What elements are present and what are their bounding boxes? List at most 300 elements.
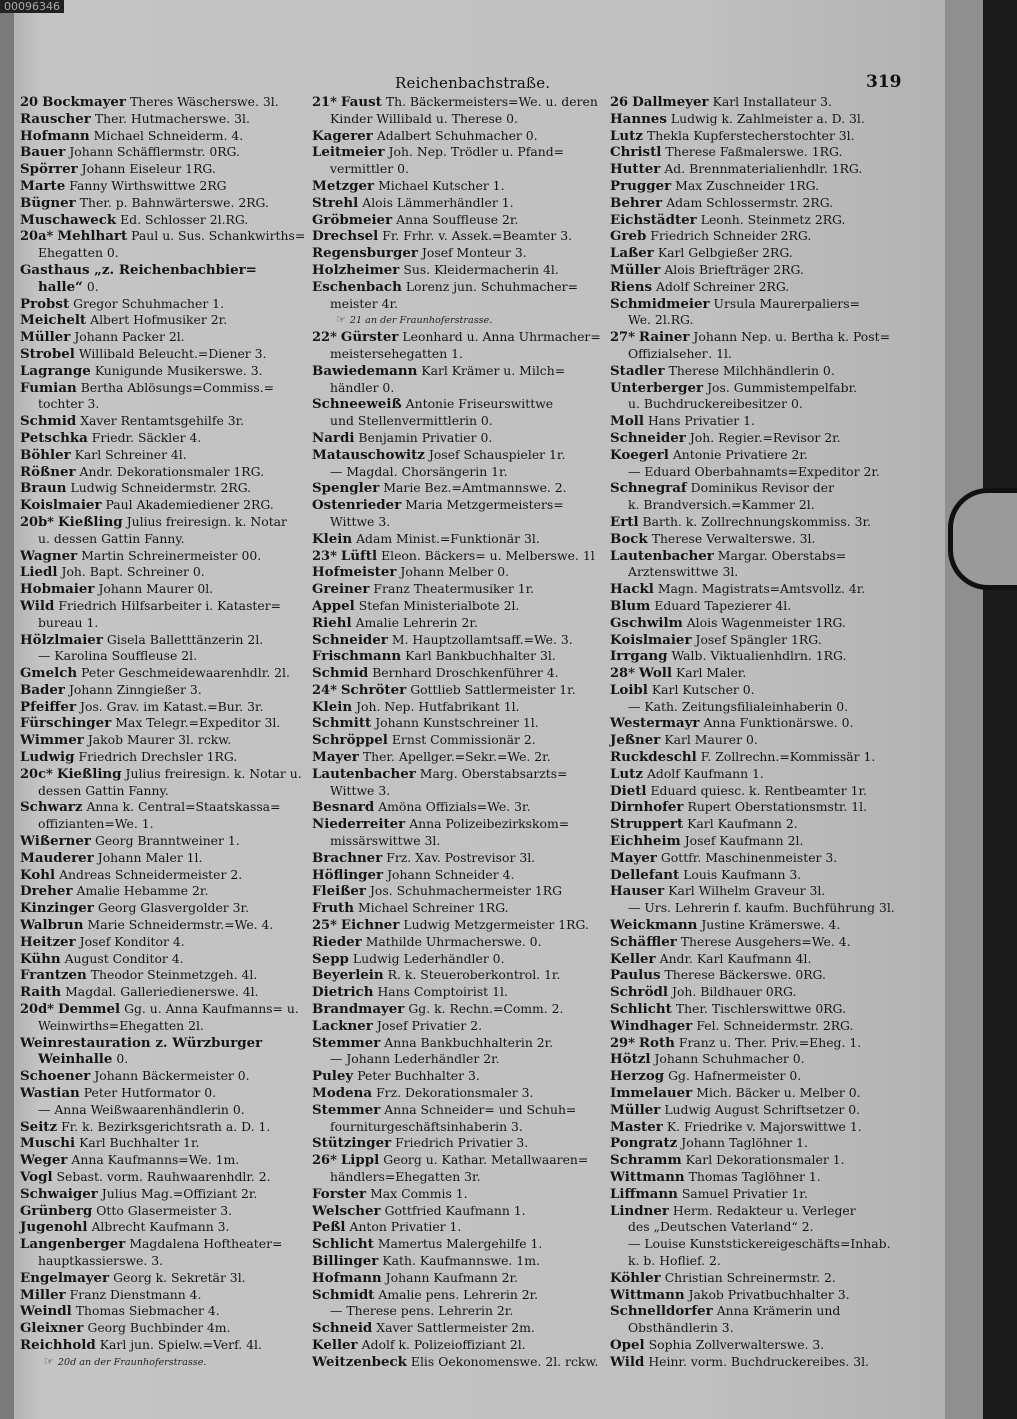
- resident-details: Therese Milchhändlerin 0.: [668, 362, 835, 378]
- resident-name: Weinrestauration z. Würzburger: [20, 1034, 263, 1051]
- resident-name: Köhler: [610, 1269, 661, 1286]
- directory-entry: [20, 1270, 312, 1287]
- resident-details: Max Telegr.=Expeditor 3l.: [115, 715, 281, 731]
- resident-name: Behrer: [610, 194, 663, 211]
- directory-entry: [610, 598, 902, 615]
- resident-name: Stemmer: [312, 1034, 381, 1051]
- resident-details: Karl Wilhelm Graveur 3l.: [668, 883, 826, 899]
- resident-name: Reichhold: [20, 1336, 96, 1353]
- resident-details: Karl Kaufmann 2.: [687, 816, 798, 832]
- directory-entry: [610, 883, 902, 900]
- directory-entry: [20, 497, 312, 514]
- directory-entry: [312, 867, 604, 884]
- directory-entry: [20, 833, 312, 850]
- resident-details: Michael Schreiner 1RG.: [357, 900, 509, 916]
- resident-details: k. b. Hoflief. 2.: [628, 1252, 721, 1268]
- directory-entry: [20, 799, 312, 816]
- resident-details: Karl Buchhalter 1r.: [79, 1135, 200, 1151]
- resident-details: Karl Gelbgießer 2RG.: [657, 245, 793, 261]
- resident-details: Anna Kaufmanns=We. 1m.: [71, 1152, 240, 1168]
- resident-name: Brandmayer: [312, 1001, 405, 1018]
- resident-name: Engelmayer: [20, 1269, 110, 1286]
- resident-details: Thomas Siebmacher 4.: [75, 1303, 220, 1319]
- resident-details: Marie Schneidermstr.=We. 4.: [87, 917, 274, 933]
- resident-details: Georg u. Kathar. Metallwaaren=: [383, 1152, 589, 1168]
- resident-name: Frantzen: [20, 967, 87, 984]
- directory-entry: [610, 279, 902, 296]
- resident-name: Windhager: [610, 1017, 693, 1034]
- resident-name: Schwarz: [20, 799, 83, 816]
- directory-entry: [312, 1001, 604, 1018]
- resident-details: Thekla Kupferstecherstochter 3l.: [646, 127, 855, 143]
- resident-name: Mehlhart: [57, 228, 128, 245]
- resident-details: Kinder Willibald u. Therese 0.: [330, 110, 518, 126]
- directory-entry: [20, 934, 312, 951]
- resident-name: Dreher: [20, 883, 73, 900]
- directory-entry: [20, 699, 312, 716]
- resident-name: Lackner: [312, 1017, 373, 1034]
- resident-details: Barth. k. Zollrechnungskommiss. 3r.: [642, 513, 871, 529]
- resident-name: Böhler: [20, 446, 71, 463]
- resident-details: Weinwirths=Ehegatten 2l.: [38, 1017, 204, 1033]
- directory-entry: [312, 749, 604, 766]
- resident-name: Weger: [20, 1152, 68, 1169]
- directory-entry: [312, 648, 604, 665]
- entry-continuation: [20, 1253, 312, 1270]
- resident-details: Gottfried Kaufmann 1.: [384, 1202, 526, 1218]
- resident-details: Anna Funktionärswe. 0.: [703, 715, 854, 731]
- resident-details: Johann Taglöhner 1.: [681, 1135, 808, 1151]
- resident-details: Johann Maurer 0l.: [98, 581, 214, 597]
- resident-details: Paul u. Sus. Schankwirths=: [131, 228, 306, 244]
- resident-details: Xaver Sattlermeister 2m.: [376, 1320, 535, 1336]
- resident-details: Ther. Hutmacherswe. 3l.: [94, 110, 250, 126]
- resident-details: Sus. Kleidermacherin 4l.: [403, 261, 559, 277]
- resident-details: Fr. k. Bezirksgerichtsrath a. D. 1.: [61, 1118, 271, 1134]
- directory-entry: [20, 766, 312, 783]
- resident-details: Thomas Taglöhner 1.: [688, 1169, 821, 1184]
- directory-entry: [312, 682, 604, 699]
- directory-entry: [610, 195, 902, 212]
- entry-continuation: [312, 346, 604, 363]
- resident-details: — Karolina Souffleuse 2l.: [38, 648, 198, 664]
- directory-entry: [610, 1135, 902, 1152]
- resident-details: Michael Kutscher 1.: [378, 177, 505, 193]
- resident-name: Unterberger: [610, 379, 704, 396]
- resident-name: Keller: [610, 950, 656, 967]
- entry-continuation: [610, 699, 902, 716]
- resident-details: Amalie Lehrerin 2r.: [355, 614, 478, 630]
- directory-entry: [312, 715, 604, 732]
- directory-entry: [312, 212, 604, 229]
- directory-entry: [610, 951, 902, 968]
- resident-details: Joh. Bapt. Schreiner 0.: [61, 564, 205, 580]
- resident-name: Regensburger: [312, 245, 418, 262]
- directory-entry: [20, 195, 312, 212]
- scan-id-label: 00096346: [0, 0, 64, 13]
- resident-name: Drechsel: [312, 228, 379, 245]
- house-number: 20a*: [20, 229, 54, 245]
- directory-entry: [20, 144, 312, 161]
- resident-details: Wittwe 3.: [330, 782, 391, 798]
- resident-details: Ther. Tischlerswittwe 0RG.: [675, 1001, 846, 1017]
- resident-name: Fürschinger: [20, 715, 112, 732]
- resident-name: Schnelldorfer: [610, 1303, 713, 1320]
- directory-entry: [20, 480, 312, 497]
- directory-entry: [312, 732, 604, 749]
- resident-name: Woll: [638, 665, 672, 682]
- resident-name: Koislmaier: [20, 497, 102, 514]
- resident-name: Höflinger: [312, 866, 384, 883]
- resident-details: Magn. Magistrats=Amtsvollz. 4r.: [657, 581, 866, 597]
- resident-details: Josef Konditor 4.: [79, 933, 185, 949]
- resident-name: Eichner: [340, 917, 400, 934]
- directory-entry: [610, 212, 902, 229]
- resident-name: Schmid: [20, 413, 77, 430]
- page-number: 319: [866, 72, 902, 92]
- resident-name: Wild: [610, 1353, 645, 1370]
- house-number: 27*: [610, 330, 635, 346]
- resident-details: Antonie Friseurswittwe: [405, 396, 554, 412]
- resident-details: Joh. Nep. Hutfabrikant 1l.: [356, 698, 520, 714]
- resident-details: Franz u. Ther. Priv.=Eheg. 1.: [678, 1034, 862, 1050]
- resident-name: Greb: [610, 228, 647, 245]
- resident-details: Walb. Viktualienhdlrn. 1RG.: [671, 648, 847, 664]
- directory-entry: [20, 967, 312, 984]
- resident-name: Lindner: [610, 1202, 669, 1219]
- resident-name: Nardi: [312, 429, 355, 446]
- resident-name: Loibl: [610, 681, 648, 698]
- directory-entry: [20, 430, 312, 447]
- resident-name: Bock: [610, 530, 648, 547]
- resident-name: Moll: [610, 413, 644, 430]
- resident-name: halle“: [38, 278, 83, 295]
- resident-name: Schmitt: [312, 715, 372, 732]
- resident-name: Stemmer: [312, 1101, 381, 1118]
- resident-name: Frischmann: [312, 648, 402, 665]
- resident-details: — Magdal. Chorsängerin 1r.: [330, 463, 508, 479]
- resident-details: Ther. Apellger.=Sekr.=We. 2r.: [362, 749, 551, 765]
- directory-entry: [610, 581, 902, 598]
- resident-details: Mathilde Uhrmacherswe. 0.: [365, 933, 542, 949]
- resident-details: Wittwe 3.: [330, 513, 391, 529]
- resident-name: Schmid: [312, 665, 369, 682]
- resident-name: Gmelch: [20, 665, 78, 682]
- resident-details: des „Deutschen Vaterland“ 2.: [628, 1219, 814, 1235]
- directory-entry: [20, 1203, 312, 1220]
- directory-entry: [610, 917, 902, 934]
- resident-details: Magdalena Hoftheater=: [129, 1236, 283, 1252]
- directory-entry: [610, 413, 902, 430]
- directory-entry: [610, 1018, 902, 1035]
- resident-name: Schnegraf: [610, 480, 687, 497]
- resident-details: Albrecht Kaufmann 3.: [91, 1219, 230, 1235]
- resident-details: Frz. Dekorationsmaler 3.: [376, 1085, 534, 1101]
- resident-name: Mauderer: [20, 849, 94, 866]
- resident-name: Kießling: [56, 765, 122, 782]
- resident-name: Heitzer: [20, 933, 76, 950]
- resident-details: Christian Schreinermstr. 2.: [664, 1269, 836, 1285]
- resident-name: Pfeiffer: [20, 698, 77, 715]
- directory-entry: [20, 128, 312, 145]
- resident-name: Strehl: [312, 194, 359, 211]
- resident-details: Peter Hutformator 0.: [83, 1085, 217, 1101]
- resident-details: We. 2l.RG.: [628, 312, 694, 328]
- resident-name: Hauser: [610, 883, 665, 900]
- resident-details: Franz Theatermusiker 1r.: [373, 581, 535, 597]
- resident-details: Ursula Maurerpaliers=: [713, 295, 860, 311]
- resident-name: Appel: [312, 597, 355, 614]
- directory-entry: [312, 1236, 604, 1253]
- resident-name: Matauschowitz: [312, 446, 425, 463]
- directory-entry: [610, 1186, 902, 1203]
- entry-continuation: [610, 900, 902, 917]
- resident-details: Rupert Oberstationsmstr. 1l.: [687, 799, 868, 815]
- entry-continuation: [20, 396, 312, 413]
- resident-name: Weitzenbeck: [312, 1353, 407, 1370]
- directory-entry: [610, 1035, 902, 1052]
- resident-name: Dietrich: [312, 984, 374, 1001]
- directory-entry: [312, 1035, 604, 1052]
- resident-details: offizianten=We. 1.: [38, 816, 154, 832]
- directory-entry: [610, 1051, 902, 1068]
- directory-entry: [610, 934, 902, 951]
- resident-details: Josef Schauspieler 1r.: [428, 446, 566, 462]
- directory-entry: [20, 111, 312, 128]
- resident-name: Wild: [20, 597, 55, 614]
- resident-details: Anna Schneider= und Schuh=: [384, 1101, 577, 1117]
- directory-entry: [20, 1219, 312, 1236]
- directory-entry: [20, 598, 312, 615]
- directory-entry: [20, 665, 312, 682]
- resident-name: Peßl: [312, 1219, 346, 1236]
- directory-entry: [610, 1203, 902, 1220]
- directory-entry: [312, 94, 604, 111]
- resident-details: Johann Zinngießer 3.: [68, 681, 202, 697]
- resident-details: Adalbert Schuhmacher 0.: [376, 127, 538, 143]
- directory-entry: [312, 951, 604, 968]
- entry-continuation: [312, 1051, 604, 1068]
- directory-entry: [312, 430, 604, 447]
- resident-details: Johann Melber 0.: [400, 564, 510, 580]
- resident-details: Kath. Kaufmannswe. 1m.: [382, 1252, 540, 1268]
- directory-entry: [20, 1287, 312, 1304]
- resident-name: Muschi: [20, 1135, 76, 1152]
- resident-details: Jos. Schuhmachermeister 1RG: [369, 883, 562, 899]
- resident-details: missärswittwe 3l.: [330, 833, 441, 849]
- resident-name: Billinger: [312, 1252, 379, 1269]
- resident-details: — Anna Weißwaarenhändlerin 0.: [38, 1101, 245, 1117]
- resident-details: hauptkassierswe. 3.: [38, 1252, 164, 1268]
- resident-details: F. Zollrechn.=Kommissär 1.: [700, 749, 876, 765]
- resident-name: Schröter: [340, 681, 407, 698]
- running-head: Reichenbachstraße.: [395, 74, 551, 92]
- directory-entry: [20, 1068, 312, 1085]
- resident-details: Anna Bankbuchhalterin 2r.: [384, 1034, 554, 1050]
- resident-name: Beyerlein: [312, 967, 384, 984]
- directory-entry: [610, 329, 902, 346]
- directory-entry: [312, 1135, 604, 1152]
- resident-details: Margar. Oberstabs=: [717, 547, 847, 563]
- resident-name: Weindl: [20, 1303, 72, 1320]
- resident-name: Schmidt: [312, 1286, 375, 1303]
- resident-details: 21 an der Fraunhoferstrasse.: [349, 315, 493, 327]
- directory-entry: [20, 296, 312, 313]
- entry-continuation: [20, 1051, 312, 1068]
- resident-details: Friedrich Privatier 3.: [395, 1135, 529, 1151]
- resident-details: Andr. Karl Kaufmann 4l.: [659, 950, 812, 966]
- resident-name: Lautenbacher: [312, 765, 416, 782]
- directory-entry: [312, 1018, 604, 1035]
- directory-entry: [312, 195, 604, 212]
- resident-name: Wittmann: [610, 1286, 685, 1303]
- resident-name: Rauscher: [20, 110, 91, 127]
- house-number: 26*: [312, 1153, 337, 1169]
- resident-details: händlers=Ehegatten 3r.: [330, 1169, 481, 1184]
- resident-name: Modena: [312, 1085, 373, 1102]
- directory-entry: [312, 245, 604, 262]
- directory-entry: [312, 396, 604, 413]
- entry-continuation: [312, 1119, 604, 1136]
- resident-details: Andreas Schneidermeister 2.: [59, 866, 243, 882]
- resident-details: Mich. Bäcker u. Melber 0.: [696, 1085, 861, 1101]
- directory-entry: [20, 900, 312, 917]
- resident-details: Therese Ausgehers=We. 4.: [680, 933, 851, 949]
- directory-entry: [312, 632, 604, 649]
- directory-entry: [20, 1152, 312, 1169]
- footnote: [312, 312, 604, 329]
- house-number: 29*: [610, 1035, 635, 1051]
- resident-name: Brachner: [312, 849, 383, 866]
- resident-details: Alois Wagenmeister 1RG.: [686, 614, 846, 630]
- resident-details: Offizialsehег. 1l.: [628, 345, 732, 361]
- resident-details: Samuel Privatier 1r.: [681, 1185, 808, 1201]
- directory-entry: [312, 900, 604, 917]
- column-1: [20, 94, 312, 1368]
- resident-name: Prugger: [610, 177, 672, 194]
- directory-entry: [20, 1001, 312, 1018]
- resident-name: Meichelt: [20, 312, 87, 329]
- resident-details: meister 4r.: [330, 295, 398, 311]
- resident-name: Eichstädter: [610, 211, 697, 228]
- resident-name: Demmel: [57, 1001, 121, 1018]
- directory-entry: [610, 682, 902, 699]
- resident-details: Ludwig August Schriftsetzer 0.: [664, 1101, 861, 1117]
- resident-name: Hobmaier: [20, 581, 95, 598]
- resident-details: Johann Nep. u. Bertha k. Post=: [693, 329, 890, 345]
- resident-details: Franz Dienstmann 4.: [69, 1286, 202, 1302]
- resident-name: Klein: [312, 530, 353, 547]
- entry-continuation: [312, 380, 604, 397]
- resident-name: Wimmer: [20, 732, 84, 749]
- entry-continuation: [20, 1018, 312, 1035]
- resident-name: Schwaiger: [20, 1185, 98, 1202]
- directory-entry: [610, 447, 902, 464]
- directory-entry: [312, 178, 604, 195]
- house-number: 21*: [312, 95, 337, 110]
- resident-details: Karl Kutscher 0.: [651, 681, 755, 697]
- resident-details: Karl Krämer u. Milch=: [421, 362, 566, 378]
- page-binding: [0, 0, 14, 1419]
- directory-entry: [312, 1320, 604, 1337]
- directory-entry: [312, 883, 604, 900]
- resident-details: Xaver Rentamtsgehilfe 3r.: [80, 413, 245, 429]
- resident-details: Friedrich Hilfsarbeiter i. Kataster=: [58, 597, 282, 613]
- resident-details: — Louise Kunststickereigeschäfts=Inhab.: [628, 1236, 891, 1252]
- resident-details: Sebast. vorm. Rauhwaarenhdlr. 2.: [56, 1169, 271, 1184]
- resident-details: Therese Verwalterswe. 3l.: [651, 530, 816, 546]
- directory-entry: [312, 799, 604, 816]
- resident-name: Miller: [20, 1286, 66, 1303]
- resident-name: Irrgang: [610, 648, 668, 665]
- resident-name: Immelauer: [610, 1085, 693, 1102]
- entry-continuation: [312, 1169, 604, 1186]
- resident-details: Alois Briefträger 2RG.: [664, 261, 804, 277]
- resident-name: Hannes: [610, 110, 667, 127]
- resident-name: Schramm: [610, 1152, 682, 1169]
- resident-name: Liffmann: [610, 1185, 678, 1202]
- resident-name: Stützinger: [312, 1135, 392, 1152]
- resident-name: Weinhalle: [38, 1051, 113, 1068]
- resident-details: Max Commis 1.: [370, 1185, 468, 1201]
- directory-entry: [610, 1068, 902, 1085]
- resident-details: Maria Metzgermeisters=: [405, 497, 564, 513]
- directory-entry: [20, 346, 312, 363]
- resident-details: Fr. Frhr. v. Assek.=Beamter 3.: [382, 228, 573, 244]
- directory-entry: [20, 1085, 312, 1102]
- directory-entry: [312, 967, 604, 984]
- directory-entry: [610, 178, 902, 195]
- resident-name: Schlicht: [610, 1001, 672, 1018]
- resident-details: Ludwig Lederhändler 0.: [352, 950, 505, 966]
- directory-entry: [20, 581, 312, 598]
- resident-details: Julius Mag.=Offiziant 2r.: [101, 1185, 258, 1201]
- resident-details: Stefan Ministerialbote 2l.: [358, 597, 520, 613]
- resident-details: Ad. Brennmaterialienhdlr. 1RG.: [664, 161, 863, 177]
- directory-entry: [20, 1119, 312, 1136]
- directory-entry: [20, 464, 312, 481]
- resident-name: Müller: [610, 1101, 661, 1118]
- resident-details: Friedr. Säckler 4.: [91, 429, 202, 445]
- resident-details: Eleon. Bäckers= u. Melberswe. 1l: [381, 547, 595, 563]
- resident-details: Ludwig Metzgermeister 1RG.: [403, 917, 589, 933]
- resident-name: Roth: [638, 1034, 675, 1051]
- resident-name: Mayer: [312, 749, 359, 766]
- resident-name: Forster: [312, 1185, 367, 1202]
- directory-entry: [312, 1253, 604, 1270]
- column-2: [312, 94, 604, 1370]
- resident-details: Jakob Maurer 3l. rckw.: [87, 732, 232, 748]
- directory-entry: [610, 161, 902, 178]
- resident-name: Spörrer: [20, 161, 78, 178]
- house-number: 20: [20, 95, 39, 110]
- resident-name: Wißerner: [20, 833, 91, 850]
- directory-entry: [610, 749, 902, 766]
- resident-details: Johann Eiseleur 1RG.: [81, 161, 216, 177]
- resident-name: Schlicht: [312, 1236, 374, 1253]
- resident-name: Fumian: [20, 379, 77, 396]
- directory-entry: [610, 867, 902, 884]
- resident-name: Opel: [610, 1336, 645, 1353]
- directory-entry: [312, 564, 604, 581]
- directory-entry: [312, 665, 604, 682]
- entry-continuation: [312, 833, 604, 850]
- resident-details: M. Hauptzollamtsaff.=We. 3.: [391, 631, 573, 647]
- resident-name: Marte: [20, 177, 66, 194]
- resident-details: Josef Spängler 1RG.: [695, 631, 822, 647]
- directory-entry: [312, 447, 604, 464]
- resident-details: Johann Schäfflermstr. 0RG.: [69, 144, 240, 160]
